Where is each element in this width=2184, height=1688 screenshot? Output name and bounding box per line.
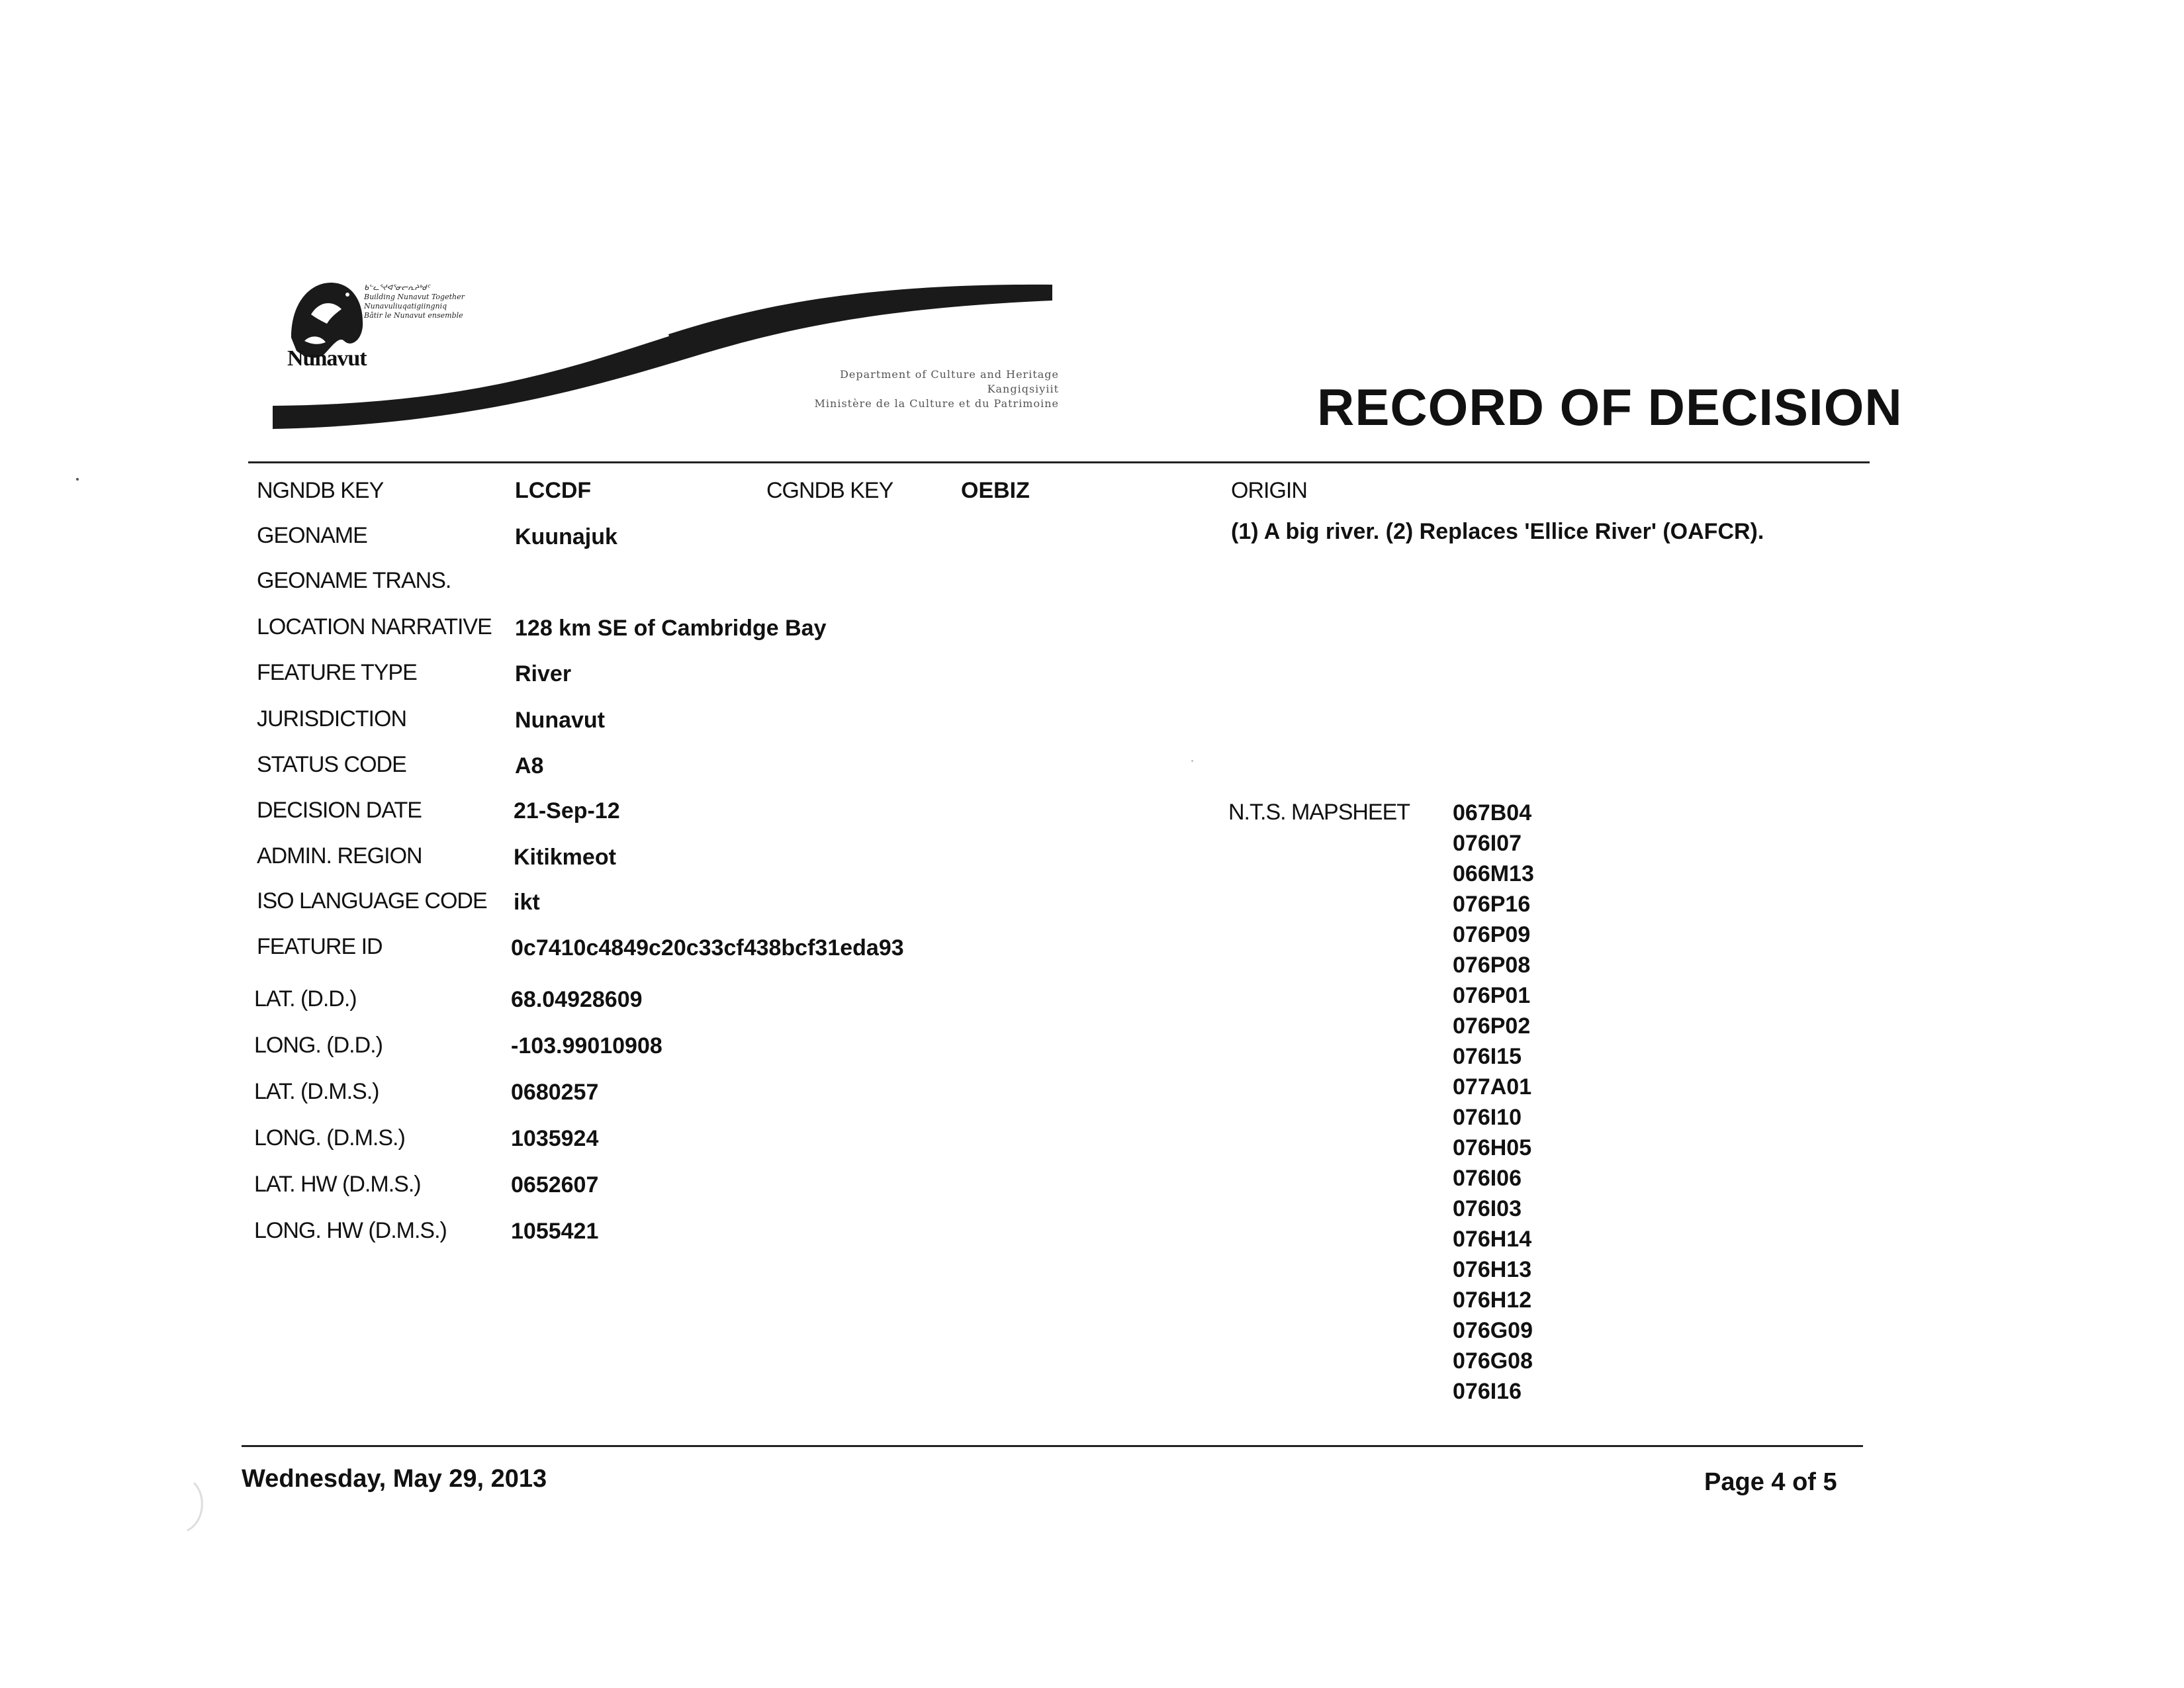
long-hw-value: 1055421 — [511, 1219, 599, 1244]
list-item: 076I07 — [1453, 831, 1522, 856]
iso-language-code-label: ISO LANGUAGE CODE — [257, 888, 487, 914]
list-item: 076P16 — [1453, 892, 1531, 917]
lat-dd-label: LAT. (D.D.) — [254, 986, 357, 1011]
department-line: Ministère de la Culture et du Patrimoine — [814, 397, 1059, 410]
list-item: 076I16 — [1453, 1379, 1522, 1404]
document-title: RECORD OF DECISION — [1317, 378, 1903, 436]
decision-date-label: DECISION DATE — [257, 798, 422, 823]
list-item: 076H12 — [1453, 1288, 1532, 1313]
list-item: 076I15 — [1453, 1044, 1522, 1069]
department-line: Kangiqsiyiit — [987, 383, 1059, 395]
logo-wordmark: Nunavut — [287, 346, 367, 371]
geoname-value: Kuunajuk — [515, 524, 617, 549]
decision-date-value: 21-Sep-12 — [514, 798, 620, 823]
list-item: 076I03 — [1453, 1196, 1522, 1221]
logo-line: Nunavuliuqatigiingniq — [364, 302, 447, 310]
lat-dms-value: 0680257 — [511, 1080, 599, 1105]
admin-region-label: ADMIN. REGION — [257, 843, 422, 868]
long-dms-label: LONG. (D.M.S.) — [254, 1125, 405, 1150]
origin-label: ORIGIN — [1231, 478, 1307, 503]
admin-region-value: Kitikmeot — [514, 845, 616, 870]
list-item: 067B04 — [1453, 800, 1532, 825]
list-item: 076H14 — [1453, 1227, 1532, 1252]
logo-line: ᑲᓪᓚᕐᔪᐊᕐᓂᓕᕆᔨᒃᑯᑦ — [364, 283, 430, 292]
header-swoosh-graphic — [271, 278, 1059, 437]
lat-dms-label: LAT. (D.M.S.) — [254, 1079, 379, 1104]
punch-hole-mark — [158, 1476, 210, 1542]
scan-speck — [1191, 760, 1193, 762]
lat-hw-value: 0652607 — [511, 1172, 599, 1197]
list-item: 076H05 — [1453, 1135, 1532, 1160]
nts-mapsheet-label: N.T.S. MAPSHEET — [1228, 800, 1410, 825]
department-name — [735, 367, 1059, 411]
list-item: 076G08 — [1453, 1348, 1533, 1374]
list-item: 076P09 — [1453, 922, 1531, 947]
feature-type-value: River — [515, 661, 572, 686]
footer-date: Wednesday, May 29, 2013 — [242, 1465, 547, 1493]
nts-mapsheet-list — [1453, 798, 1534, 1407]
scan-speck — [76, 478, 79, 481]
cgndb-key-label: CGNDB KEY — [766, 478, 893, 503]
geoname-trans-label: GEONAME TRANS. — [257, 568, 451, 593]
ngndb-key-value: LCCDF — [515, 478, 592, 503]
department-line: Department of Culture and Heritage — [840, 368, 1059, 381]
feature-id-value: 0c7410c4849c20c33cf438bcf31eda93 — [511, 935, 904, 961]
lat-dd-value: 68.04928609 — [511, 987, 643, 1012]
logo-line: Building Nunavut Together — [364, 293, 465, 301]
page-number: Page 4 of 5 — [1704, 1468, 1837, 1496]
iso-language-code-value: ikt — [514, 890, 540, 915]
list-item: 076I06 — [1453, 1166, 1522, 1191]
list-item: 077A01 — [1453, 1074, 1532, 1100]
list-item: 076H13 — [1453, 1257, 1532, 1282]
list-item: 076P02 — [1453, 1013, 1531, 1039]
feature-id-label: FEATURE ID — [257, 934, 383, 959]
location-narrative-label: LOCATION NARRATIVE — [257, 614, 492, 639]
list-item: 066M13 — [1453, 861, 1534, 886]
footer-divider — [242, 1445, 1863, 1447]
logo-line: Bâtir le Nunavut ensemble — [364, 311, 463, 320]
list-item: 076P08 — [1453, 953, 1531, 978]
list-item: 076G09 — [1453, 1318, 1533, 1343]
geoname-label: GEONAME — [257, 523, 367, 548]
long-dd-label: LONG. (D.D.) — [254, 1033, 383, 1058]
long-dms-value: 1035924 — [511, 1126, 599, 1151]
location-narrative-value: 128 km SE of Cambridge Bay — [515, 616, 827, 641]
header-divider — [248, 461, 1870, 463]
cgndb-key-value: OEBIZ — [961, 478, 1030, 503]
list-item: 076I10 — [1453, 1105, 1522, 1130]
origin-value: (1) A big river. (2) Replaces 'Ellice River' (OAFCR). — [1231, 519, 1764, 544]
list-item: 076P01 — [1453, 983, 1531, 1008]
feature-type-label: FEATURE TYPE — [257, 660, 417, 685]
ngndb-key-label: NGNDB KEY — [257, 478, 384, 503]
jurisdiction-value: Nunavut — [515, 708, 605, 733]
long-dd-value: -103.99010908 — [511, 1033, 662, 1058]
status-code-value: A8 — [515, 753, 544, 778]
lat-hw-label: LAT. HW (D.M.S.) — [254, 1172, 421, 1197]
long-hw-label: LONG. HW (D.M.S.) — [254, 1218, 447, 1243]
jurisdiction-label: JURISDICTION — [257, 706, 406, 731]
status-code-label: STATUS CODE — [257, 752, 406, 777]
